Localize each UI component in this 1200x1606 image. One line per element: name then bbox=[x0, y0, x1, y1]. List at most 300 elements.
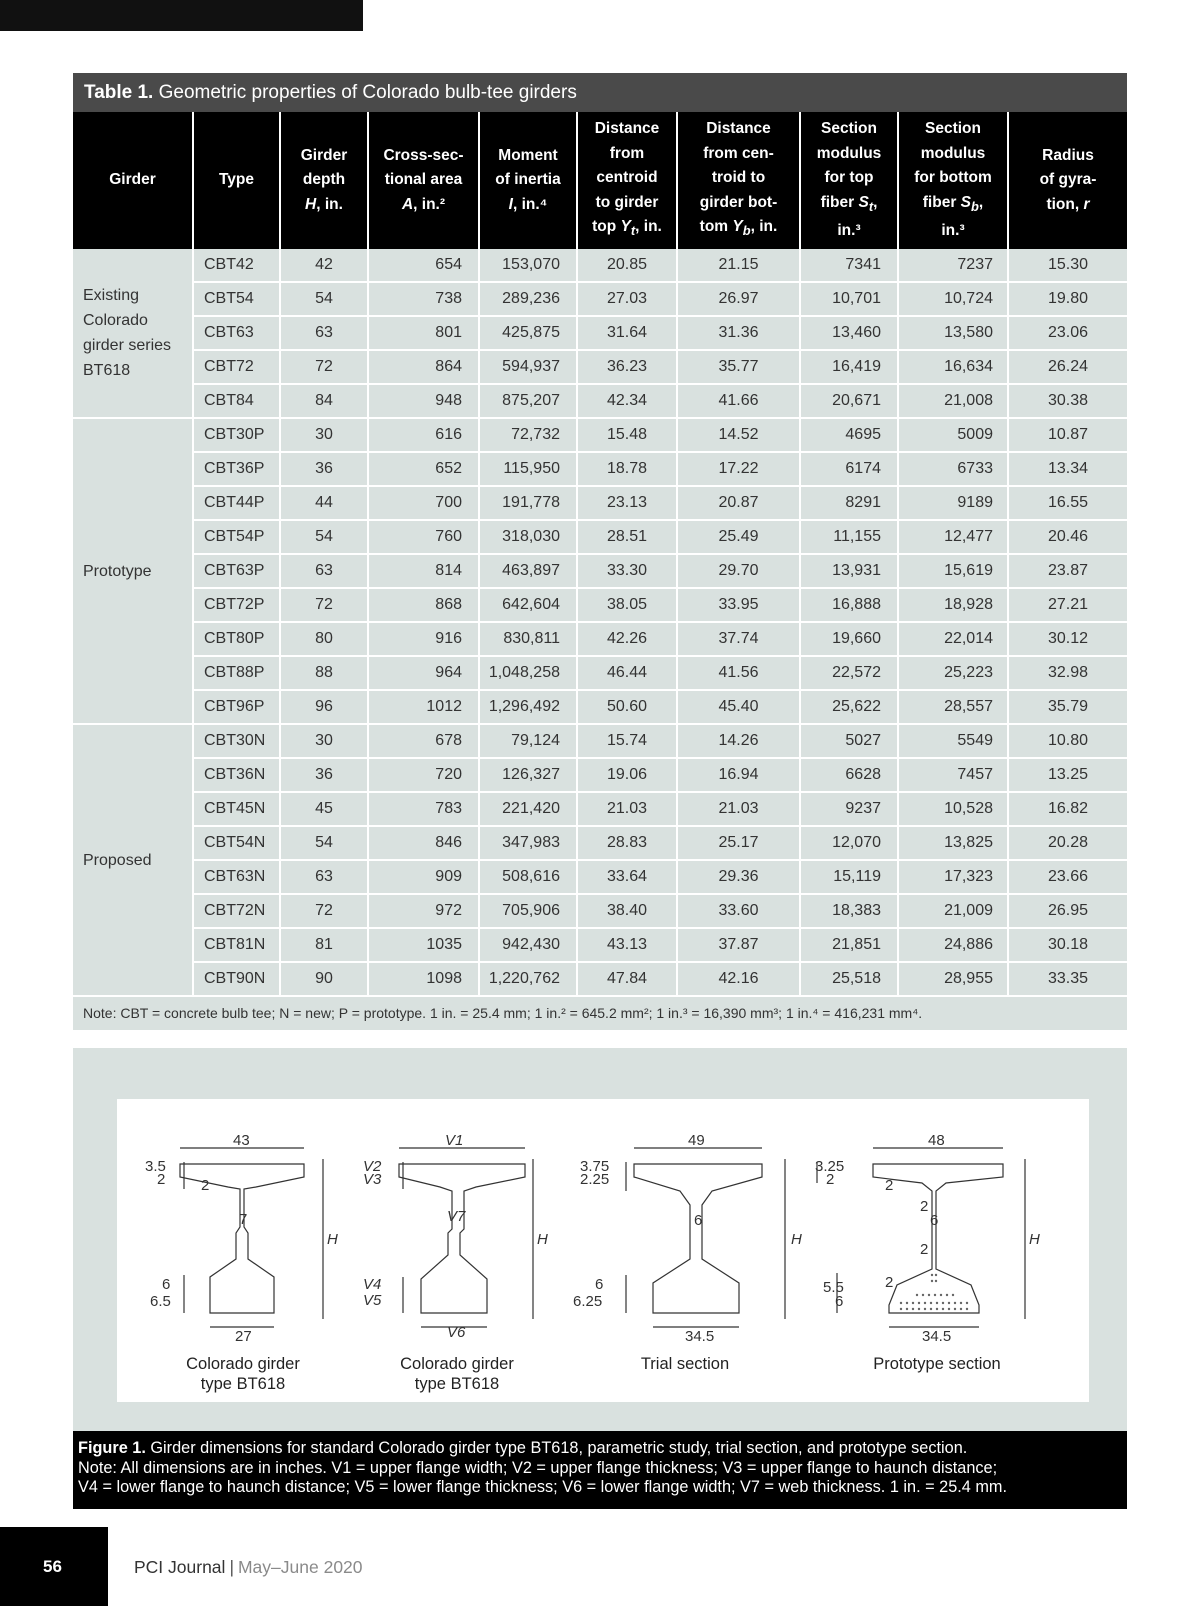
figure-caption-line-1: Figure 1. Girder dimensions for standard Colorado girder type BT618, parametric study, trial section, and prototype section. bbox=[78, 1439, 968, 1457]
table-row bbox=[73, 894, 1127, 928]
table-cell: CBT72N bbox=[193, 894, 280, 928]
col-header-type: Type bbox=[193, 112, 280, 249]
dim-height-1: H bbox=[327, 1231, 338, 1248]
col-header-st: Section modulus for top fiber $S_t$, in.³ bbox=[800, 112, 898, 249]
section-caption-1b: type BT618 bbox=[200, 1375, 286, 1393]
dim-top-width-2: V1 bbox=[445, 1132, 464, 1149]
table-cell: 54 bbox=[280, 826, 368, 860]
table-cell: 942,430 bbox=[479, 928, 577, 962]
table-cell: CBT36P bbox=[193, 452, 280, 486]
table-cell: 45 bbox=[280, 792, 368, 826]
table-row bbox=[73, 860, 1127, 894]
table-cell: 20,671 bbox=[800, 384, 898, 418]
girder-group-label: girder series bbox=[83, 337, 172, 354]
table-cell: 21,851 bbox=[800, 928, 898, 962]
table-cell: 20.85 bbox=[577, 249, 677, 282]
dim-v7: V7 bbox=[447, 1208, 466, 1225]
girder-group-cell bbox=[73, 249, 193, 418]
table-row bbox=[73, 282, 1127, 316]
dim-bottom-width-3: 34.5 bbox=[685, 1328, 715, 1345]
dim-v2: V2 bbox=[363, 1158, 382, 1175]
girder-group-label: BT618 bbox=[83, 362, 131, 379]
table-cell: 15,619 bbox=[898, 554, 1008, 588]
table-cell: 347,983 bbox=[479, 826, 577, 860]
table-row bbox=[73, 690, 1127, 724]
col-header-inertia: Moment of inertia I, in.⁴ bbox=[479, 112, 577, 249]
table-row bbox=[73, 520, 1127, 554]
dim-bot-1a: 6 bbox=[162, 1276, 171, 1293]
table-cell: CBT96P bbox=[193, 690, 280, 724]
table-row bbox=[73, 962, 1127, 996]
table-row bbox=[73, 792, 1127, 826]
table-cell: 29.70 bbox=[677, 554, 800, 588]
table-cell: 25,223 bbox=[898, 656, 1008, 690]
dim-height-3: H bbox=[791, 1231, 802, 1248]
table-cell: 948 bbox=[368, 384, 479, 418]
dim-flange-4b: 2 bbox=[826, 1171, 835, 1188]
col-header-area: Cross-sec- tional area A, in.² bbox=[368, 112, 479, 249]
table-cell: 37.74 bbox=[677, 622, 800, 656]
table-cell: 26.24 bbox=[1008, 350, 1127, 384]
girder-group-label: Colorado bbox=[83, 312, 148, 329]
table-row bbox=[73, 418, 1127, 452]
page-number: 56 bbox=[43, 1557, 62, 1576]
table-cell: 425,875 bbox=[479, 316, 577, 350]
table-cell: 63 bbox=[280, 316, 368, 350]
table-cell: 594,937 bbox=[479, 350, 577, 384]
table-cell: 54 bbox=[280, 520, 368, 554]
table-cell: 44 bbox=[280, 486, 368, 520]
table-cell: 20.46 bbox=[1008, 520, 1127, 554]
girder-group-cell bbox=[73, 724, 193, 996]
table-cell: 28.83 bbox=[577, 826, 677, 860]
dim-bot-4b: 6 bbox=[835, 1293, 844, 1310]
dim-v4: V4 bbox=[363, 1276, 382, 1293]
table-cell: 126,327 bbox=[479, 758, 577, 792]
table-cell: 964 bbox=[368, 656, 479, 690]
table-cell: 1,296,492 bbox=[479, 690, 577, 724]
table-cell: 79,124 bbox=[479, 724, 577, 758]
girder-group-label: Existing bbox=[83, 287, 140, 304]
footer-separator: | bbox=[229, 1557, 234, 1577]
table-cell: 35.79 bbox=[1008, 690, 1127, 724]
table-cell: 30.12 bbox=[1008, 622, 1127, 656]
table-cell: 33.95 bbox=[677, 588, 800, 622]
table-1 bbox=[73, 73, 1127, 1030]
girder-group-cell bbox=[73, 418, 193, 724]
table-cell: 33.60 bbox=[677, 894, 800, 928]
table-cell: 16,419 bbox=[800, 350, 898, 384]
table-cell: 12,477 bbox=[898, 520, 1008, 554]
dim-bottom-width-4: 34.5 bbox=[922, 1328, 952, 1345]
table-cell: 84 bbox=[280, 384, 368, 418]
journal-footer bbox=[134, 1557, 363, 1578]
table-cell: 24,886 bbox=[898, 928, 1008, 962]
table-cell: 13,825 bbox=[898, 826, 1008, 860]
table-cell: 916 bbox=[368, 622, 479, 656]
table-cell: 90 bbox=[280, 962, 368, 996]
dim-bot-3a: 6 bbox=[595, 1276, 604, 1293]
table-cell: 43.13 bbox=[577, 928, 677, 962]
table-cell: 26.95 bbox=[1008, 894, 1127, 928]
table-cell: 72 bbox=[280, 894, 368, 928]
table-cell: CBT81N bbox=[193, 928, 280, 962]
table-row bbox=[73, 656, 1127, 690]
table-cell: 27.03 bbox=[577, 282, 677, 316]
table-cell: 31.64 bbox=[577, 316, 677, 350]
table-cell: 81 bbox=[280, 928, 368, 962]
dim-web-4c: 2 bbox=[920, 1241, 929, 1258]
table-cell: 616 bbox=[368, 418, 479, 452]
table-cell: 33.30 bbox=[577, 554, 677, 588]
section-caption-2b: type BT618 bbox=[414, 1375, 500, 1393]
table-cell: 318,030 bbox=[479, 520, 577, 554]
table-cell: CBT63P bbox=[193, 554, 280, 588]
table-cell: 28,557 bbox=[898, 690, 1008, 724]
table-cell: 15.48 bbox=[577, 418, 677, 452]
page-number-box bbox=[0, 1527, 108, 1606]
table-cell: 20.87 bbox=[677, 486, 800, 520]
table-cell: 1,048,258 bbox=[479, 656, 577, 690]
col-header-sb: Section modulus for bottom fiber $S_b$, in.³ bbox=[898, 112, 1008, 249]
section-caption-3: Trial section bbox=[640, 1355, 730, 1373]
table-cell: 31.36 bbox=[677, 316, 800, 350]
dim-flange-3a: 3.75 bbox=[580, 1158, 610, 1175]
table-cell: CBT44P bbox=[193, 486, 280, 520]
dim-web-4b: 6 bbox=[930, 1212, 939, 1229]
table-row bbox=[73, 588, 1127, 622]
table-row bbox=[73, 826, 1127, 860]
table-row bbox=[73, 316, 1127, 350]
table-cell: 19.80 bbox=[1008, 282, 1127, 316]
girder-group-label: Prototype bbox=[83, 562, 152, 580]
table-cell: 14.52 bbox=[677, 418, 800, 452]
table-cell: 22,014 bbox=[898, 622, 1008, 656]
girder-group-label: Proposed bbox=[83, 851, 152, 869]
table-cell: 6733 bbox=[898, 452, 1008, 486]
table-note: Note: CBT = concrete bulb tee; N = new; P = prototype. 1 in. = 25.4 mm; 1 in.² = 645.2 mm²; 1 in.³ = 16,390 mm³; 1 in.⁴ = 416,231 mm⁴. bbox=[73, 997, 1127, 1030]
table-cell: 5549 bbox=[898, 724, 1008, 758]
table-cell: CBT36N bbox=[193, 758, 280, 792]
table-cell: 289,236 bbox=[479, 282, 577, 316]
table-cell: CBT42 bbox=[193, 249, 280, 282]
dim-haunch-1: 2 bbox=[201, 1177, 210, 1194]
table-row bbox=[73, 486, 1127, 520]
table-cell: 5027 bbox=[800, 724, 898, 758]
table-cell: 23.87 bbox=[1008, 554, 1127, 588]
table-cell: 12,070 bbox=[800, 826, 898, 860]
table-cell: 10,701 bbox=[800, 282, 898, 316]
table-cell: 32.98 bbox=[1008, 656, 1127, 690]
dim-top-width-4: 48 bbox=[928, 1132, 945, 1149]
header-bar bbox=[0, 0, 363, 31]
table-row bbox=[73, 350, 1127, 384]
dim-flange-3b: 2.25 bbox=[580, 1171, 610, 1188]
table-cell: 30.38 bbox=[1008, 384, 1127, 418]
table-cell: 30 bbox=[280, 724, 368, 758]
table-cell: 29.36 bbox=[677, 860, 800, 894]
table-cell: 19.06 bbox=[577, 758, 677, 792]
figure-drawing-area bbox=[117, 1099, 1089, 1402]
table-cell: 25,622 bbox=[800, 690, 898, 724]
table-cell: 38.40 bbox=[577, 894, 677, 928]
table-cell: 10.87 bbox=[1008, 418, 1127, 452]
dim-bot-1b: 6.5 bbox=[150, 1293, 171, 1310]
table-cell: 17.22 bbox=[677, 452, 800, 486]
figure-caption-line-3: V4 = lower flange to haunch distance; V5 = lower flange thickness; V6 = lower flange width; V7 = web thickness. 1 in. = 25.4 mm. bbox=[78, 1478, 1008, 1496]
table-cell: CBT63N bbox=[193, 860, 280, 894]
dim-web-4a: 2 bbox=[920, 1198, 929, 1215]
table-cell: 10,528 bbox=[898, 792, 1008, 826]
table-cell: 30.18 bbox=[1008, 928, 1127, 962]
table-cell: CBT54N bbox=[193, 826, 280, 860]
table-cell: 36 bbox=[280, 758, 368, 792]
table-cell: 909 bbox=[368, 860, 479, 894]
table-cell: 23.13 bbox=[577, 486, 677, 520]
table-cell: 9237 bbox=[800, 792, 898, 826]
table-cell: 18,383 bbox=[800, 894, 898, 928]
table-cell: 13,460 bbox=[800, 316, 898, 350]
dim-bot-3b: 6.25 bbox=[573, 1293, 603, 1310]
table-cell: 8291 bbox=[800, 486, 898, 520]
col-header-girder: Girder bbox=[73, 112, 193, 249]
table-cell: 13.25 bbox=[1008, 758, 1127, 792]
table-cell: 11,155 bbox=[800, 520, 898, 554]
table-cell: 705,906 bbox=[479, 894, 577, 928]
table-cell: 7237 bbox=[898, 249, 1008, 282]
dim-v5: V5 bbox=[363, 1292, 382, 1309]
table-cell: 25.17 bbox=[677, 826, 800, 860]
table-cell: 7341 bbox=[800, 249, 898, 282]
girder-sections-drawing bbox=[117, 1099, 1089, 1402]
table-cell: 30 bbox=[280, 418, 368, 452]
table-cell: 21,009 bbox=[898, 894, 1008, 928]
table-cell: 875,207 bbox=[479, 384, 577, 418]
table-cell: 1035 bbox=[368, 928, 479, 962]
table-cell: 23.06 bbox=[1008, 316, 1127, 350]
dim-flange-1a: 3.5 bbox=[145, 1158, 166, 1175]
section-variable-outline bbox=[399, 1164, 525, 1313]
table-cell: 16,634 bbox=[898, 350, 1008, 384]
table-cell: CBT72 bbox=[193, 350, 280, 384]
dim-bot-haunch-4: 2 bbox=[885, 1274, 894, 1291]
col-header-radius: Radius of gyra- tion, r bbox=[1008, 112, 1127, 249]
section-bt618-outline bbox=[180, 1164, 304, 1313]
dim-height-2: H bbox=[537, 1231, 548, 1248]
table-cell: 33.64 bbox=[577, 860, 677, 894]
table-cell: CBT54P bbox=[193, 520, 280, 554]
table-cell: 10.80 bbox=[1008, 724, 1127, 758]
table-cell: 42 bbox=[280, 249, 368, 282]
table-cell: 21,008 bbox=[898, 384, 1008, 418]
table-cell: 678 bbox=[368, 724, 479, 758]
table-cell: 830,811 bbox=[479, 622, 577, 656]
table-cell: 6174 bbox=[800, 452, 898, 486]
section-caption-2a: Colorado girder bbox=[400, 1355, 514, 1373]
table-cell: 13,931 bbox=[800, 554, 898, 588]
table-cell: 221,420 bbox=[479, 792, 577, 826]
table-cell: 33.35 bbox=[1008, 962, 1127, 996]
table-cell: 508,616 bbox=[479, 860, 577, 894]
table-cell: 652 bbox=[368, 452, 479, 486]
table-cell: 28,955 bbox=[898, 962, 1008, 996]
table-caption: Table 1. Geometric properties of Colorado bulb-tee girders bbox=[73, 73, 1127, 112]
table-cell: 54 bbox=[280, 282, 368, 316]
dim-v6: V6 bbox=[447, 1324, 466, 1341]
table-cell: 642,604 bbox=[479, 588, 577, 622]
section-trial-outline bbox=[634, 1164, 762, 1313]
table-cell: 28.51 bbox=[577, 520, 677, 554]
table-cell: 63 bbox=[280, 860, 368, 894]
journal-date: May–June 2020 bbox=[237, 1557, 363, 1577]
table-cell: 19,660 bbox=[800, 622, 898, 656]
table-body bbox=[73, 249, 1127, 996]
table-cell: 14.26 bbox=[677, 724, 800, 758]
table-cell: CBT63 bbox=[193, 316, 280, 350]
table-cell: 700 bbox=[368, 486, 479, 520]
table-row bbox=[73, 622, 1127, 656]
table-cell: 16.94 bbox=[677, 758, 800, 792]
table-cell: 21.03 bbox=[577, 792, 677, 826]
table-row bbox=[73, 452, 1127, 486]
table-cell: 18.78 bbox=[577, 452, 677, 486]
section-caption-4: Prototype section bbox=[873, 1355, 1001, 1373]
table-cell: CBT90N bbox=[193, 962, 280, 996]
dim-bot-4a: 5.5 bbox=[823, 1279, 844, 1296]
dim-bottom-width-1: 27 bbox=[235, 1328, 252, 1345]
table-cell: CBT80P bbox=[193, 622, 280, 656]
table-cell: 45.40 bbox=[677, 690, 800, 724]
table-cell: CBT72P bbox=[193, 588, 280, 622]
table-cell: 1012 bbox=[368, 690, 479, 724]
table-row bbox=[73, 384, 1127, 418]
dim-flange-1b: 2 bbox=[157, 1171, 166, 1188]
table-cell: CBT88P bbox=[193, 656, 280, 690]
table-cell: 47.84 bbox=[577, 962, 677, 996]
table-cell: 35.77 bbox=[677, 350, 800, 384]
table-cell: 6628 bbox=[800, 758, 898, 792]
table-cell: CBT30N bbox=[193, 724, 280, 758]
figure-caption-line-2: Note: All dimensions are in inches. V1 = upper flange width; V2 = upper flange thickness; V3 = upper flange to haunch distance; bbox=[78, 1458, 998, 1477]
table-cell: 15.30 bbox=[1008, 249, 1127, 282]
table-cell: 1098 bbox=[368, 962, 479, 996]
table-cell: 38.05 bbox=[577, 588, 677, 622]
table-cell: 16.82 bbox=[1008, 792, 1127, 826]
col-header-depth: Girder depth H, in. bbox=[280, 112, 368, 249]
table-cell: 972 bbox=[368, 894, 479, 928]
table-cell: 9189 bbox=[898, 486, 1008, 520]
table-cell: 864 bbox=[368, 350, 479, 384]
table-row bbox=[73, 249, 1127, 282]
table-cell: 27.21 bbox=[1008, 588, 1127, 622]
table-cell: 4695 bbox=[800, 418, 898, 452]
table-cell: 25,518 bbox=[800, 962, 898, 996]
dim-height-4: H bbox=[1029, 1231, 1040, 1248]
table-cell: 25.49 bbox=[677, 520, 800, 554]
dim-v3: V3 bbox=[363, 1171, 382, 1188]
col-header-yt: Distance from centroid to girder top $Y_t$, in. bbox=[577, 112, 677, 249]
table-cell: 15,119 bbox=[800, 860, 898, 894]
table-cell: 846 bbox=[368, 826, 479, 860]
dim-flange-4a: 3.25 bbox=[815, 1158, 845, 1175]
table-row bbox=[73, 724, 1127, 758]
table-cell: 16.55 bbox=[1008, 486, 1127, 520]
col-header-yb: Distance from cen- troid to girder bot- tom $Y_b$, in. bbox=[677, 112, 800, 249]
table-cell: 153,070 bbox=[479, 249, 577, 282]
table-cell: 63 bbox=[280, 554, 368, 588]
table-cell: 18,928 bbox=[898, 588, 1008, 622]
table-cell: CBT45N bbox=[193, 792, 280, 826]
table-cell: 13,580 bbox=[898, 316, 1008, 350]
table-cell: 1,220,762 bbox=[479, 962, 577, 996]
table-row bbox=[73, 758, 1127, 792]
table-cell: 15.74 bbox=[577, 724, 677, 758]
table-cell: 42.16 bbox=[677, 962, 800, 996]
table-cell: 36.23 bbox=[577, 350, 677, 384]
table-cell: 760 bbox=[368, 520, 479, 554]
table-cell: 72 bbox=[280, 350, 368, 384]
table-cell: 72,732 bbox=[479, 418, 577, 452]
table-cell: 80 bbox=[280, 622, 368, 656]
table-cell: CBT30P bbox=[193, 418, 280, 452]
journal-name: PCI Journal bbox=[134, 1557, 226, 1577]
table-cell: 720 bbox=[368, 758, 479, 792]
dim-web-3: 6 bbox=[694, 1212, 703, 1229]
table-cell: 868 bbox=[368, 588, 479, 622]
table-cell: 801 bbox=[368, 316, 479, 350]
table-row bbox=[73, 928, 1127, 962]
table-cell: 13.34 bbox=[1008, 452, 1127, 486]
table-cell: 20.28 bbox=[1008, 826, 1127, 860]
table-cell: 783 bbox=[368, 792, 479, 826]
table-cell: 26.97 bbox=[677, 282, 800, 316]
table-cell: 17,323 bbox=[898, 860, 1008, 894]
table-cell: 46.44 bbox=[577, 656, 677, 690]
table-cell: 21.03 bbox=[677, 792, 800, 826]
table-cell: 23.66 bbox=[1008, 860, 1127, 894]
table-cell: 37.87 bbox=[677, 928, 800, 962]
table-cell: 36 bbox=[280, 452, 368, 486]
geometric-properties-table bbox=[73, 112, 1127, 997]
table-cell: 16,888 bbox=[800, 588, 898, 622]
table-cell: 814 bbox=[368, 554, 479, 588]
table-cell: 7457 bbox=[898, 758, 1008, 792]
table-cell: 50.60 bbox=[577, 690, 677, 724]
table-cell: 463,897 bbox=[479, 554, 577, 588]
table-cell: 72 bbox=[280, 588, 368, 622]
table-cell: 96 bbox=[280, 690, 368, 724]
dim-top-width-1: 43 bbox=[233, 1132, 250, 1149]
table-cell: 42.26 bbox=[577, 622, 677, 656]
table-cell: 41.66 bbox=[677, 384, 800, 418]
dim-haunch-4: 2 bbox=[885, 1177, 894, 1194]
table-cell: 41.56 bbox=[677, 656, 800, 690]
table-cell: 5009 bbox=[898, 418, 1008, 452]
table-cell: CBT54 bbox=[193, 282, 280, 316]
section-caption-1a: Colorado girder bbox=[186, 1355, 300, 1373]
table-cell: 22,572 bbox=[800, 656, 898, 690]
table-cell: 115,950 bbox=[479, 452, 577, 486]
figure-1 bbox=[73, 1048, 1127, 1431]
table-cell: 738 bbox=[368, 282, 479, 316]
table-cell: 10,724 bbox=[898, 282, 1008, 316]
table-row bbox=[73, 554, 1127, 588]
figure-caption bbox=[73, 1431, 1127, 1509]
table-cell: 654 bbox=[368, 249, 479, 282]
table-cell: 42.34 bbox=[577, 384, 677, 418]
table-cell: 21.15 bbox=[677, 249, 800, 282]
dim-web-1: 7 bbox=[239, 1211, 248, 1228]
